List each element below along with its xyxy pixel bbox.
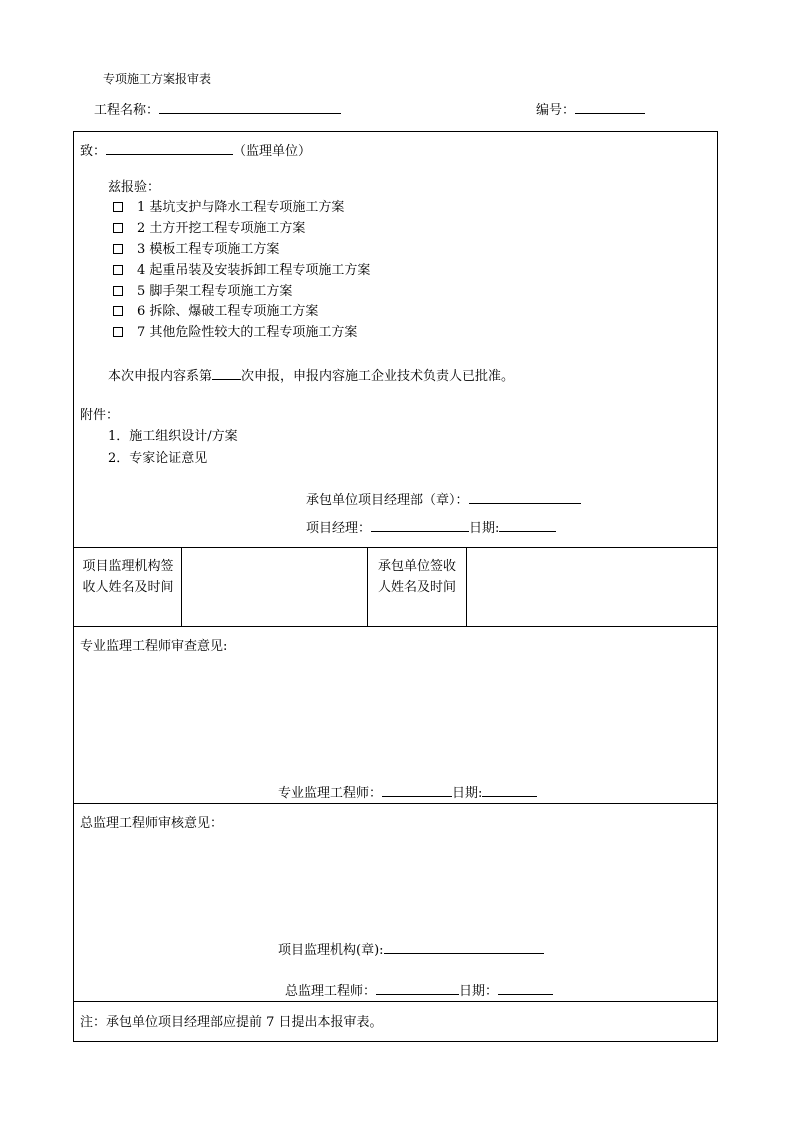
pm-date-label: 日期: [469, 521, 500, 536]
specialist-date-blank[interactable] [482, 785, 537, 797]
table-border-bottom [73, 1041, 718, 1042]
addressee-blank[interactable] [106, 143, 233, 155]
row-divider [73, 626, 718, 627]
row-divider [73, 803, 718, 804]
chief-opinion-area[interactable] [80, 836, 710, 936]
plan-option-label: 1 基坑支护与降水工程专项施工方案 [137, 200, 345, 215]
plan-option[interactable] [113, 304, 318, 320]
serial-number-label: 编号： [536, 103, 576, 118]
contractor-dept-field[interactable] [306, 492, 581, 509]
submission-count-blank[interactable] [212, 368, 241, 380]
plan-option-label: 7 其他危险性较大的工程专项施工方案 [137, 325, 358, 340]
checkbox[interactable] [113, 265, 123, 275]
declaration-prefix: 本次申报内容系第 [108, 369, 213, 384]
serial-number-blank[interactable] [575, 102, 645, 114]
supervision-agency-field[interactable] [278, 942, 544, 959]
supervisor-receiver-label: 项目监理机构签收人姓名及时间 [82, 559, 174, 595]
plan-option[interactable] [113, 284, 292, 300]
plan-option[interactable] [113, 221, 305, 237]
checkbox[interactable] [113, 327, 123, 337]
chief-sign-blank[interactable] [376, 983, 459, 995]
chief-date-blank[interactable] [498, 983, 553, 995]
plan-option-label: 2 土方开挖工程专项施工方案 [137, 221, 306, 236]
column-divider [367, 547, 368, 627]
addressee-field[interactable] [80, 143, 311, 160]
contractor-dept-label: 承包单位项目经理部（章）： [306, 493, 469, 508]
table-border-left [73, 131, 74, 1042]
chief-sign-label: 总监理工程师： [285, 984, 377, 999]
attachment-item: 1．施工组织设计/方案 [108, 429, 238, 444]
plan-option[interactable] [113, 325, 357, 341]
checkbox[interactable] [113, 223, 123, 233]
serial-number-field[interactable] [536, 102, 645, 119]
checkbox[interactable] [113, 286, 123, 296]
table-border-top [73, 131, 718, 132]
plan-option-label: 4 起重吊装及安装拆卸工程专项施工方案 [137, 263, 371, 278]
project-manager-field[interactable] [306, 520, 556, 537]
checkbox[interactable] [113, 202, 123, 212]
plan-option[interactable] [113, 200, 344, 216]
chief-opinion-label: 总监理工程师审核意见： [80, 816, 224, 831]
plan-option-label: 6 拆除、爆破工程专项施工方案 [137, 304, 319, 319]
contractor-receiver-input[interactable] [467, 548, 717, 626]
checkbox[interactable] [113, 244, 123, 254]
table-border-right [717, 131, 718, 1042]
specialist-sign-label: 专业监理工程师： [278, 786, 383, 801]
specialist-opinion-area[interactable] [80, 660, 710, 778]
project-manager-label: 项目经理： [306, 521, 372, 536]
plan-option-label: 5 脚手架工程专项施工方案 [137, 284, 293, 299]
submission-label: 兹报验： [108, 180, 161, 195]
attachment-item: 2．专家论证意见 [108, 451, 208, 466]
project-name-blank[interactable] [159, 102, 341, 114]
supervisor-receiver-input[interactable] [182, 548, 367, 626]
checkbox[interactable] [113, 306, 123, 316]
plan-option[interactable] [113, 263, 370, 279]
addressee-label: 致： [80, 144, 107, 159]
pm-date-blank[interactable] [499, 520, 556, 532]
form-title: 专项施工方案报审表 [103, 72, 212, 86]
project-manager-blank[interactable] [371, 520, 469, 532]
specialist-sign-blank[interactable] [382, 785, 452, 797]
supervision-agency-label: 项目监理机构(章): [278, 943, 384, 958]
specialist-date-label: 日期: [452, 786, 483, 801]
row-divider [73, 1001, 718, 1002]
chief-sign-field[interactable] [285, 983, 553, 1000]
chief-date-label: 日期： [459, 984, 499, 999]
contractor-receiver-label: 承包单位签收人姓名及时间 [377, 559, 456, 595]
addressee-suffix: （监理单位） [233, 144, 312, 159]
form-note: 注：承包单位项目经理部应提前 7 日提出本报审表。 [80, 1015, 383, 1030]
project-name-field[interactable] [94, 102, 341, 119]
specialist-opinion-label: 专业监理工程师审查意见: [80, 639, 228, 654]
specialist-sign-field[interactable] [278, 785, 537, 802]
submission-declaration [108, 368, 514, 385]
contractor-dept-blank[interactable] [469, 492, 581, 504]
declaration-suffix: 次申报，申报内容施工企业技术负责人已批准。 [241, 369, 515, 384]
plan-option-label: 3 模板工程专项施工方案 [137, 242, 280, 257]
supervision-agency-blank[interactable] [384, 942, 544, 954]
attachments-label: 附件： [80, 408, 120, 423]
project-name-label: 工程名称： [94, 103, 160, 118]
plan-option[interactable] [113, 242, 279, 258]
